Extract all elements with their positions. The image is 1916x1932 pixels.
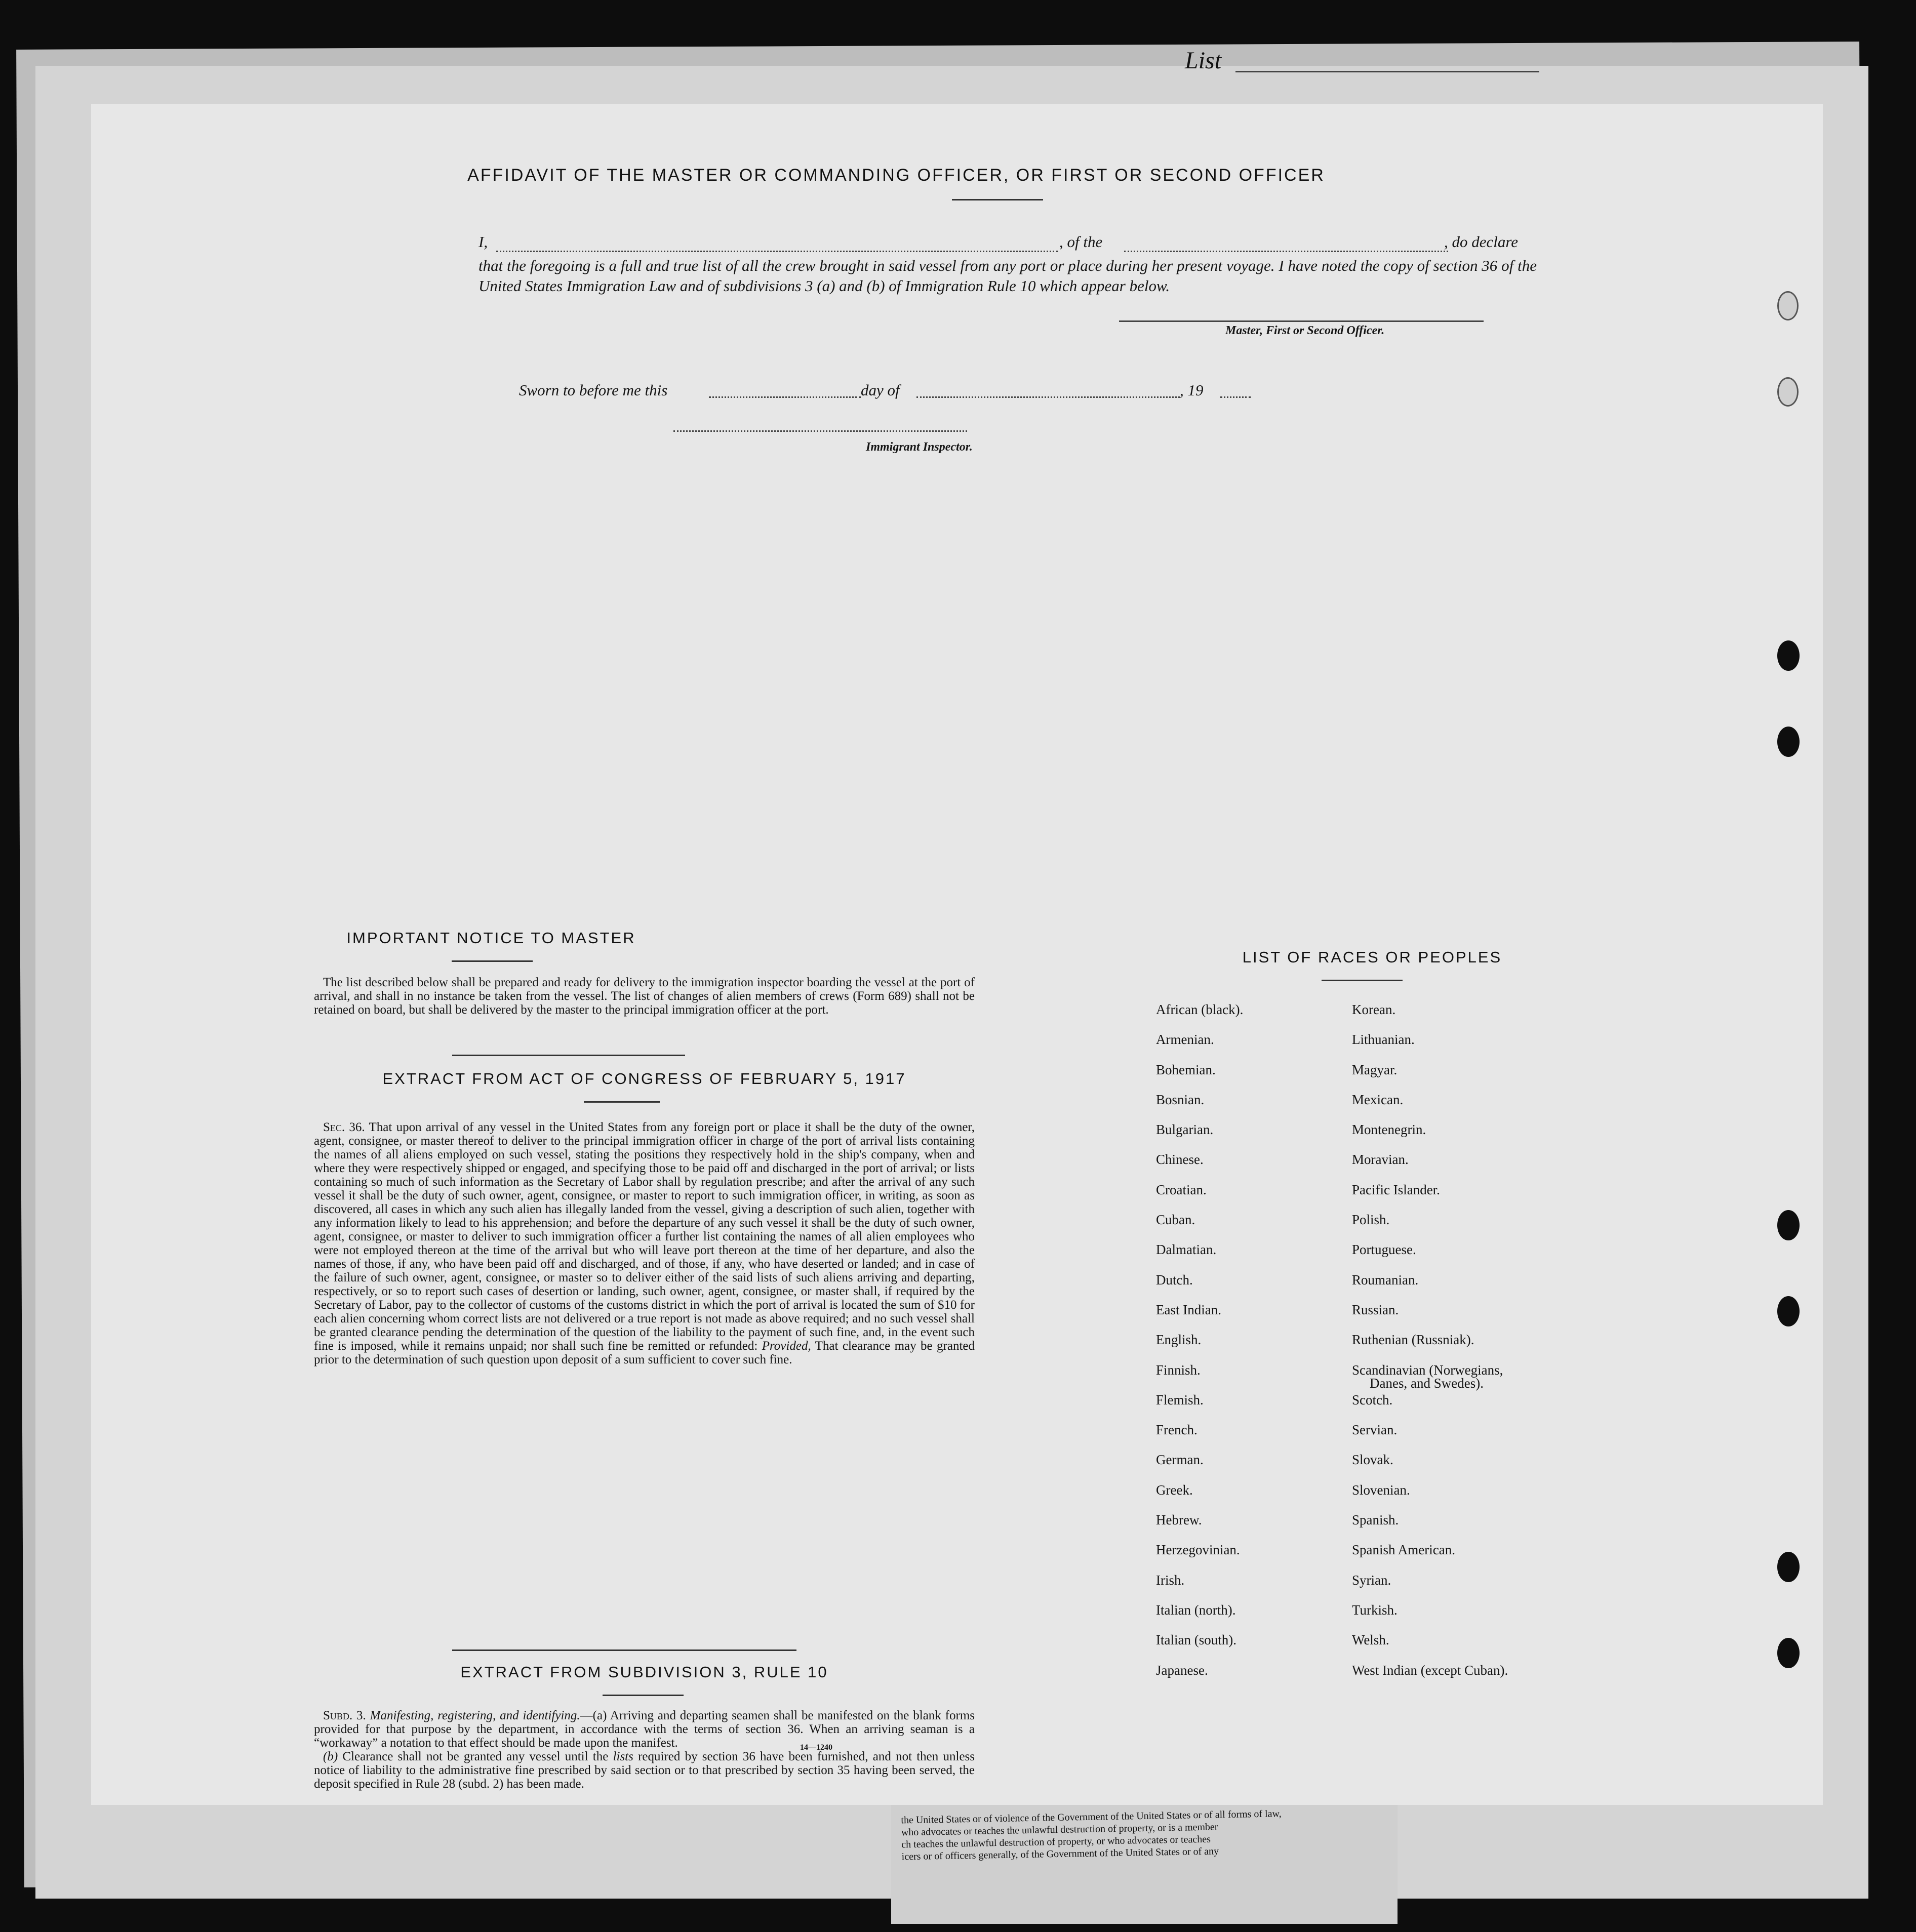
subd-label: Subd. 3. <box>323 1709 366 1722</box>
punch-hole <box>1777 377 1799 407</box>
affidavit-body: that the foregoing is a full and true list of all the crew brought in said vessel from any port or place during her present voyage. I have noted the copy of section 36 of the United States Immigration Law and of subdivisions 3 (a) and (b) of Immigration Rule 10 which appear below. <box>478 257 1537 295</box>
race-item: Bohemian. <box>1156 1062 1216 1077</box>
divider <box>603 1695 684 1696</box>
para-b-lists: lists <box>613 1750 633 1763</box>
punch-hole <box>1777 1638 1800 1668</box>
race-item: English. <box>1156 1332 1202 1348</box>
sworn-month-field[interactable] <box>916 396 1180 398</box>
race-item: Servian. <box>1352 1422 1398 1438</box>
race-item: Dalmatian. <box>1156 1242 1217 1258</box>
para-b-label: (b) <box>323 1750 338 1763</box>
sworn-year-field[interactable] <box>1220 396 1251 398</box>
race-item: French. <box>1156 1422 1198 1438</box>
rule-extract-title: EXTRACT FROM SUBDIVISION 3, RULE 10 <box>460 1663 828 1681</box>
inspector-signature-line[interactable] <box>673 430 967 432</box>
punch-hole <box>1777 727 1800 757</box>
race-item: Finnish. <box>1156 1362 1201 1378</box>
para-a: —(a) Arriving and departing seamen shall be manifested on the blank forms provided for that purpose by the department, in accordance with the terms of section 36. When an arriving seaman is a “workaway” a notation to that effect should be made upon the manifest. <box>314 1709 975 1750</box>
race-item: Roumanian. <box>1352 1272 1419 1287</box>
race-item: Magyar. <box>1352 1062 1398 1077</box>
sworn-label: Sworn to before me this <box>519 381 668 399</box>
underlying-text-line: ch teaches the unlawful destruction of property, or who advocates or teaches <box>901 1833 1211 1850</box>
divider <box>952 199 1043 200</box>
vessel-field[interactable] <box>1124 251 1448 252</box>
name-field[interactable] <box>496 251 1058 252</box>
signature-label: Master, First or Second Officer. <box>1225 324 1385 337</box>
affidavit-title: AFFIDAVIT OF THE MASTER OR COMMANDING OFFICER, OR FIRST OR SECOND OFFICER <box>467 166 1325 185</box>
underlying-text-line: the United States or of violence of the Government of the United States or of all forms of law, <box>901 1808 1282 1826</box>
underlying-text-line: icers or of officers generally, of the Government of the United States or of any <box>901 1845 1219 1863</box>
races-right-column <box>1352 995 1508 1685</box>
affidavit-i-label: I, <box>478 233 488 251</box>
inspector-label: Immigrant Inspector. <box>866 440 973 454</box>
race-item: Spanish American. <box>1352 1542 1455 1558</box>
race-item: Turkish. <box>1352 1602 1398 1618</box>
provided-label: Provided, <box>762 1339 811 1353</box>
race-item: Scotch. <box>1352 1392 1393 1407</box>
race-item: Armenian. <box>1156 1032 1214 1048</box>
divider <box>452 960 533 962</box>
sec-36-text-end: That clearance may be granted prior to the determination of such question upon deposit of a sum sufficient to cover such fine. <box>314 1339 975 1366</box>
divider <box>1322 980 1403 981</box>
form-number: 14—1240 <box>800 1743 832 1752</box>
race-item: Bosnian. <box>1156 1092 1205 1107</box>
race-item: Scandinavian (Norwegians, <box>1352 1362 1503 1378</box>
race-item: Spanish. <box>1352 1512 1399 1528</box>
race-item: Montenegrin. <box>1352 1122 1426 1138</box>
underlying-text-line: who advocates or teaches the unlawful destruction of property, or is a member <box>901 1821 1218 1838</box>
subd-title: Manifesting, registering, and identifying. <box>370 1709 580 1722</box>
race-item: Greek. <box>1156 1482 1193 1498</box>
form-page <box>91 104 1823 1805</box>
notice-title: IMPORTANT NOTICE TO MASTER <box>346 929 636 947</box>
race-item: Herzegovinian. <box>1156 1542 1240 1558</box>
affidavit-of-the-label: , of the <box>1059 233 1103 251</box>
race-item: Syrian. <box>1352 1572 1391 1588</box>
para-b-1: Clearance shall not be granted any vessel until the <box>342 1750 609 1763</box>
rule-extract-body <box>314 1709 975 1791</box>
punch-hole <box>1777 1552 1800 1582</box>
race-item: Welsh. <box>1352 1632 1389 1648</box>
affidavit-do-declare-label: , do declare <box>1444 233 1519 251</box>
punch-hole <box>1777 640 1800 671</box>
punch-hole <box>1777 1210 1800 1240</box>
race-item: Hebrew. <box>1156 1512 1202 1528</box>
day-of-label: day of <box>861 381 900 399</box>
para-b-2: required by section 36 have been furnished, and not then unless notice of liability to the administrative fine prescribed by said section or to that prescribed by section 35 having been served, the deposit specified in Rule 28 (subd. 2) has been made. <box>314 1750 975 1791</box>
race-item: Slovak. <box>1352 1452 1393 1468</box>
race-item: Japanese. <box>1156 1662 1208 1678</box>
races-title: LIST OF RACES OR PEOPLES <box>1242 948 1502 966</box>
race-item: Portuguese. <box>1352 1242 1416 1258</box>
race-item: German. <box>1156 1452 1204 1468</box>
races-left-column <box>1156 995 1243 1685</box>
year-label: , 19 <box>1180 381 1204 399</box>
race-item: Flemish. <box>1156 1392 1204 1407</box>
race-item: Irish. <box>1156 1572 1185 1588</box>
sec-label: Sec. 36. <box>323 1120 365 1134</box>
act-extract-title: EXTRACT FROM ACT OF CONGRESS OF FEBRUARY 5, 1917 <box>382 1070 906 1088</box>
list-tab-rule <box>1235 71 1539 72</box>
race-item: Russian. <box>1352 1302 1399 1317</box>
race-item: West Indian (except Cuban). <box>1352 1662 1508 1678</box>
race-item: Ruthenian (Russniak). <box>1352 1332 1474 1348</box>
race-item: African (black). <box>1156 1002 1244 1017</box>
list-tab-label: List <box>1185 47 1222 74</box>
race-item: Croatian. <box>1156 1182 1207 1197</box>
race-item-continuation: Danes, and Swedes). <box>1370 1376 1484 1391</box>
race-item: East Indian. <box>1156 1302 1221 1317</box>
race-item: Korean. <box>1352 1002 1396 1017</box>
race-item: Moravian. <box>1352 1152 1409 1168</box>
divider <box>452 1055 685 1056</box>
race-item: Chinese. <box>1156 1152 1204 1168</box>
race-item: Italian (south). <box>1156 1632 1236 1648</box>
sec-36-text: That upon arrival of any vessel in the United States from any foreign port or place it shall be the duty of the owner, agent, consignee, or master thereof to deliver to the principal immigration officer in charge of the port of arrival lists containing the names of all aliens employed on such vessel, stating the positions they respectively hold in the ship's company, when and where they were respectively shipped or engaged, and specifying those to be paid off and discharged in the port of arrival; or lists containing so much of such information as the Secretary of Labor shall by regulation prescribe; and after the arrival of any such vessel it shall be the duty of such owner, agent, consignee, or master to report to such immigration officer, in writing, as soon as discovered, all cases in which any such alien has illegally landed from the vessel, giving a description of such alien, together with any information likely to lead to his apprehension; and before the departure of any such vessel it shall be the duty of such owner, agent, consignee, or master to deliver to such immigration officer a further list containing the names of all alien employees who were not employed thereon at the time of the arrival but who will leave port thereon at the time of her departure, and also the names of those, if any, who have been paid off and discharged, and of those, if any, who have deserted or landed; and in case of the failure of such owner, agent, consignee, or master so to deliver either of the said lists of such aliens arriving and departing, respectively, or so to report such cases of desertion or landing, such owner, agent, consignee, or master shall, if required by the Secretary of Labor, pay to the collector of customs of the customs district in which the port of arrival is located the sum of $10 for each alien concerning whom correct lists are not delivered or a true report is not made as above required; and no such vessel shall be granted clearance pending the determination of the question of the liability to the payment of such fine, and, in the event such fine is imposed, while it remains unpaid; nor shall such fine be remitted or refunded: <box>314 1120 975 1353</box>
notice-body: The list described below shall be prepared and ready for delivery to the immigration inspector boarding the vessel at the port of arrival, and shall in no instance be taken from the vessel. The list of changes of alien members of crews (Form 689) shall not be retained on board, but shall be delivered by the master to the principal immigration officer at the port. <box>314 976 975 1017</box>
race-item: Bulgarian. <box>1156 1122 1214 1138</box>
divider <box>452 1649 796 1651</box>
race-item: Cuban. <box>1156 1212 1195 1228</box>
race-item: Mexican. <box>1352 1092 1404 1107</box>
signature-line[interactable] <box>1119 320 1484 322</box>
underlying-sheet-text <box>901 1806 1388 1863</box>
race-item: Dutch. <box>1156 1272 1193 1287</box>
sworn-day-field[interactable] <box>709 396 861 398</box>
race-item: Pacific Islander. <box>1352 1182 1440 1197</box>
race-item: Slovenian. <box>1352 1482 1410 1498</box>
race-item: Italian (north). <box>1156 1602 1236 1618</box>
race-item: Polish. <box>1352 1212 1390 1228</box>
act-extract-body <box>314 1120 975 1366</box>
race-item: Lithuanian. <box>1352 1032 1415 1048</box>
punch-hole <box>1777 1296 1800 1326</box>
punch-hole <box>1777 291 1799 320</box>
divider <box>584 1101 660 1103</box>
